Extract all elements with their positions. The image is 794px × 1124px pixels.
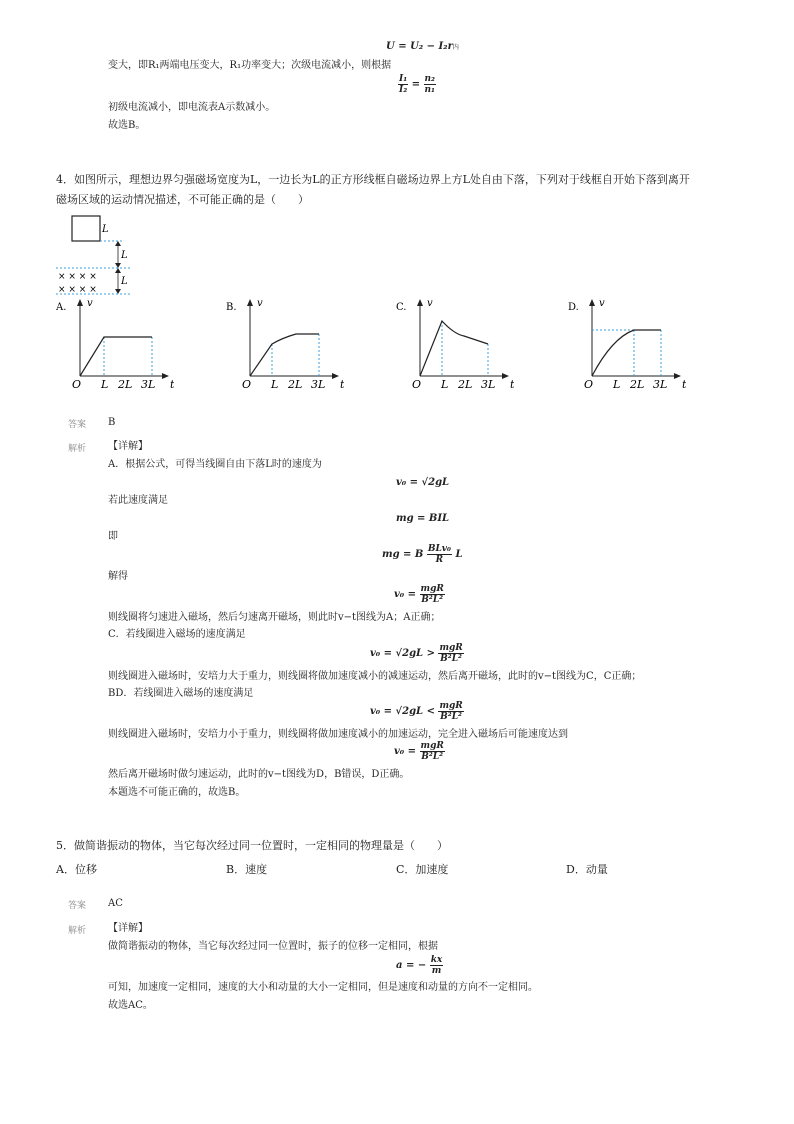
- coil-label: L: [102, 224, 109, 235]
- vt-graph-c: [394, 296, 514, 396]
- svg-text:L: L: [121, 276, 128, 287]
- v-axis-arrow: [417, 299, 423, 306]
- text-line: 本题选不可能正确的，故选B。: [108, 787, 246, 798]
- v-axis-arrow: [77, 299, 83, 306]
- detail-heading: 【详解】: [108, 441, 148, 452]
- question-4-stem-cont: 磁场区域的运动情况描述，不可能正确的是（ ）: [56, 193, 309, 206]
- option-label: D.: [568, 302, 579, 313]
- equation: mg = B $\frac{\text{BLv₀}}{R}$ L: [382, 544, 463, 565]
- vt-curve: [80, 337, 152, 376]
- origin-label: O: [584, 378, 594, 391]
- axis-label-v: v: [427, 298, 433, 309]
- question-4-stem: 4．如图所示，理想边界匀强磁场宽度为L，一边长为L的正方形线框自磁场边界上方L处自由下落，下列对于线框自开始下落到离开: [56, 173, 690, 186]
- text-line: 则线圈进入磁场时，安培力小于重力，则线圈将做加速度减小的加速运动，完全进入磁场后可能速度达到: [108, 729, 568, 740]
- t-axis-arrow: [332, 373, 339, 379]
- equation: mg = BIL: [396, 513, 450, 524]
- t-axis-arrow: [674, 373, 681, 379]
- equation-u: U = U₂ − I₂r内: [386, 41, 459, 52]
- text-line: 变大，即R₁两端电压变大，R₁功率变大；次级电流减小，则根据: [108, 60, 392, 71]
- axis-label-t: t: [682, 378, 686, 391]
- text-line: BD．若线圈进入磁场的速度满足: [108, 688, 254, 699]
- tick-label: 2L: [118, 378, 133, 391]
- tick-label: 2L: [458, 378, 473, 391]
- tick-label: L: [101, 378, 109, 391]
- origin-label: O: [242, 378, 252, 391]
- vt-curve: [420, 321, 488, 376]
- vt-curve: [250, 334, 319, 376]
- axis-label-v: v: [257, 298, 263, 309]
- text-line: C．若线圈进入磁场的速度满足: [108, 629, 246, 640]
- text-line: 可知，加速度一定相同，速度的大小和动量的大小一定相同，但是速度和动量的方向不一定相同。: [108, 982, 538, 993]
- answer-value: AC: [108, 898, 123, 909]
- option-c: C．加速度: [396, 863, 449, 876]
- text-line: 即: [108, 531, 118, 542]
- vt-graph-b: [224, 296, 344, 396]
- answer-value: B: [108, 417, 116, 428]
- equation: v₀ = √2gL > $\frac{\text{mgR}}{\text{B²L²}}$: [370, 643, 463, 664]
- text-line: 若此速度满足: [108, 495, 168, 506]
- equation: v₀ = $\frac{\text{mgR}}{\text{B²L²}}$: [394, 584, 444, 605]
- answer-label: 答案: [68, 420, 87, 430]
- text-line: 然后离开磁场时做匀速运动，此时的v−t图线为D，B错误，D正确。: [108, 769, 410, 780]
- vt-graph-a: [54, 296, 174, 396]
- origin-label: O: [72, 378, 82, 391]
- analysis-label: 解析: [68, 444, 87, 454]
- axis-label-v: v: [87, 298, 93, 309]
- square-coil: [72, 216, 100, 241]
- field-crosses: × × × ×: [58, 285, 97, 295]
- axis-label-t: t: [510, 378, 514, 391]
- v-axis-arrow: [247, 299, 253, 306]
- text-line: 故选B。: [108, 120, 146, 131]
- equation-ratio: $\frac{\text{I₁}}{\text{I₂}}$ = $\frac{\text{n₂}}{\text{n₁}}$: [399, 74, 436, 95]
- field-crosses: × × × ×: [58, 272, 97, 282]
- origin-label: O: [412, 378, 422, 391]
- v-axis-arrow: [589, 299, 595, 306]
- option-b: B．速度: [226, 863, 268, 876]
- option-label: C.: [396, 302, 407, 313]
- text-line: 则线圈进入磁场时，安培力大于重力，则线圈将做加速度减小的减速运动，然后离开磁场，此时的v−t图线为C，C正确；: [108, 671, 642, 682]
- t-axis-arrow: [162, 373, 169, 379]
- tick-label: 3L: [141, 378, 156, 391]
- magnetic-field-figure: [54, 212, 144, 300]
- text-line: 解得: [108, 571, 128, 582]
- tick-label: 3L: [653, 378, 668, 391]
- question-5-stem: 5．做简谐振动的物体，当它每次经过同一位置时，一定相同的物理量是（ ）: [56, 839, 448, 852]
- equation: v₀ = √2gL: [396, 477, 450, 488]
- text-line: 则线圈将匀速进入磁场，然后匀速离开磁场，则此时v−t图线为A；A正确；: [108, 612, 441, 623]
- text-line: 初级电流减小，即电流表A示数减小。: [108, 102, 276, 113]
- option-label: B.: [226, 302, 237, 313]
- text-line: A．根据公式，可得当线圈自由下落L时的速度为: [108, 459, 322, 470]
- tick-label: L: [271, 378, 279, 391]
- text-line: 做简谐振动的物体，当它每次经过同一位置时，振子的位移一定相同，根据: [108, 941, 438, 952]
- tick-label: 3L: [481, 378, 496, 391]
- answer-label: 答案: [68, 901, 87, 911]
- tick-label: 2L: [288, 378, 303, 391]
- option-label: A.: [56, 302, 67, 313]
- equation: a = − $\frac{kx}{m}$: [396, 955, 443, 976]
- tick-label: 2L: [630, 378, 645, 391]
- tick-label: 3L: [311, 378, 326, 391]
- tick-label: L: [613, 378, 621, 391]
- axis-label-t: t: [340, 378, 344, 391]
- detail-heading: 【详解】: [108, 923, 148, 934]
- vt-graph-d: [566, 296, 686, 396]
- option-d: D．动量: [566, 863, 608, 876]
- vt-curve: [592, 330, 661, 376]
- text-line: 故选AC。: [108, 1000, 153, 1011]
- axis-label-v: v: [599, 298, 605, 309]
- t-axis-arrow: [502, 373, 509, 379]
- option-a: A．位移: [56, 863, 97, 876]
- analysis-label: 解析: [68, 926, 87, 936]
- equation: v₀ = $\frac{\text{mgR}}{\text{B²L²}}$: [394, 741, 444, 762]
- axis-label-t: t: [170, 378, 174, 391]
- tick-label: L: [441, 378, 449, 391]
- equation: v₀ = √2gL < $\frac{\text{mgR}}{\text{B²L²}}$: [370, 701, 463, 722]
- svg-text:L: L: [121, 250, 128, 261]
